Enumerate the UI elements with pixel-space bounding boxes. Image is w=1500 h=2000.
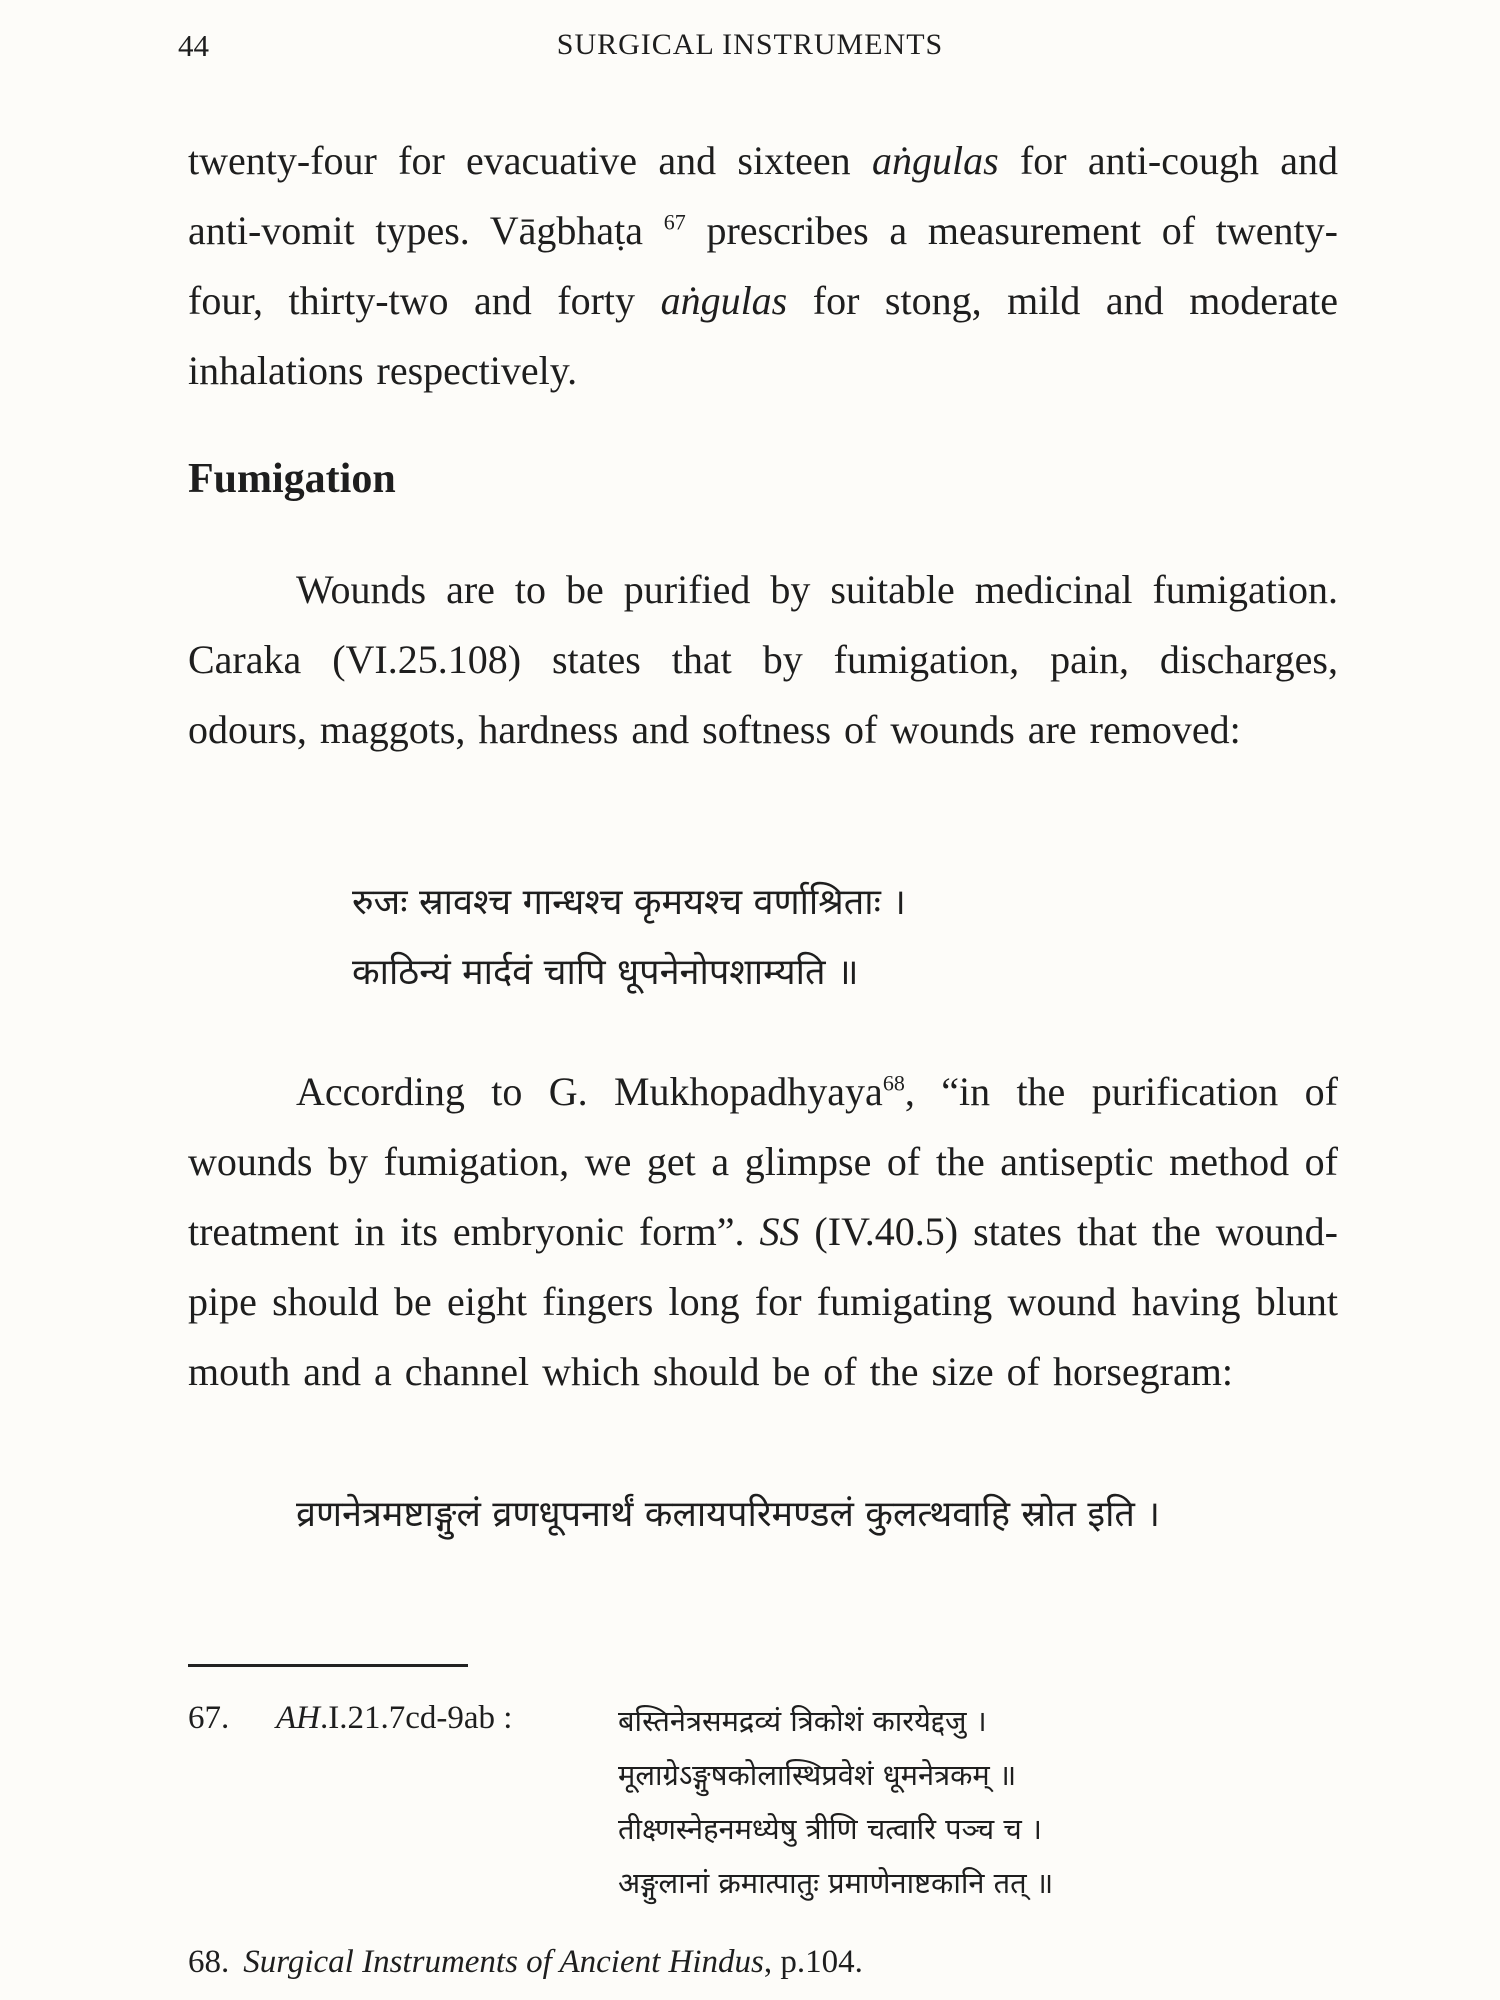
footnote-number: 67. — [188, 1700, 230, 1736]
verse-line: मूलाग्रेऽङ्गुषकोलास्थिप्रवेशं धूमनेत्रकम् ॥ — [618, 1758, 1017, 1792]
footnote-ref-68: 68 — [882, 1070, 905, 1096]
verse-line: बस्तिनेत्रसमद्रव्यं त्रिकोशं कारयेद्दजु । — [618, 1704, 987, 1738]
running-head — [178, 28, 1322, 72]
verse-line: अङ्गुलानां क्रमात्पातुः प्रमाणेनाष्टकानि तत् ॥ — [618, 1866, 1054, 1900]
cited-book-title: Surgical Instruments of Ancient Hindus — [243, 1944, 764, 1980]
footnote-68: 68. Surgical Instruments of Ancient Hindus, p.104. — [188, 1944, 863, 1980]
page-number: 44 — [178, 28, 209, 63]
footnote-ref-67: 67 — [663, 209, 686, 235]
paragraph-mukhopadhyaya: According to G. Mukhopadhyaya$^{68}$, “in the purification of wounds by fumigation, we get a glimpse of the antiseptic method of treatment in its embryonic form”. SS (IV.40.5) states that the wound-pipe should be eight fingers long for fumigating wound having blunt mouth and a channel which should be of the size of horsegram: — [188, 1069, 1339, 1394]
footnote-number: 68. — [188, 1944, 230, 1980]
running-title: SURGICAL INSTRUMENTS — [556, 28, 944, 61]
paragraph-inhalation-measurements: twenty-four for evacuative and sixteen aṅgulas for anti-cough and anti-vomit types. Vāgbhaṭa $^{67}$ prescribes a measurement of twenty-four, thirty-two and forty aṅgulas for stong, mild and moderate inhalations respectively. — [188, 138, 1338, 393]
section-heading: Fumigation — [188, 456, 396, 502]
paragraph-wound-fumigation: Wounds are to be purified by suitable medicinal fumigation. Caraka (VI.25.108) states that by fumigation, pain, discharges, odours, maggots, hardness and softness of wounds are removed: — [188, 567, 1338, 752]
footnote-sanskrit-verse — [618, 1694, 1338, 1910]
verse-line: तीक्ष्णस्नेहनमध्येषु त्रीणि चत्वारि पञ्च च । — [618, 1812, 1043, 1846]
footnote-reference: AH.I.21.7cd-9ab : — [276, 1700, 513, 1736]
verse-line: रुजः स्रावश्च गान्धश्च कृमयश्च वर्णाश्रिताः । — [352, 882, 906, 923]
verse-line: काठिन्यं मार्दवं चापि धूपनेनोपशाम्यति ॥ — [352, 952, 859, 993]
sanskrit-verse-susruta: व्रणनेत्रमष्टाङ्गुलं व्रणधूपनार्थं कलायपरिमण्डलं कुलत्थवाहि स्रोत इति । — [296, 1494, 1161, 1535]
footnote-divider — [188, 1664, 468, 1667]
sanskrit-verse-caraka — [352, 868, 906, 1008]
